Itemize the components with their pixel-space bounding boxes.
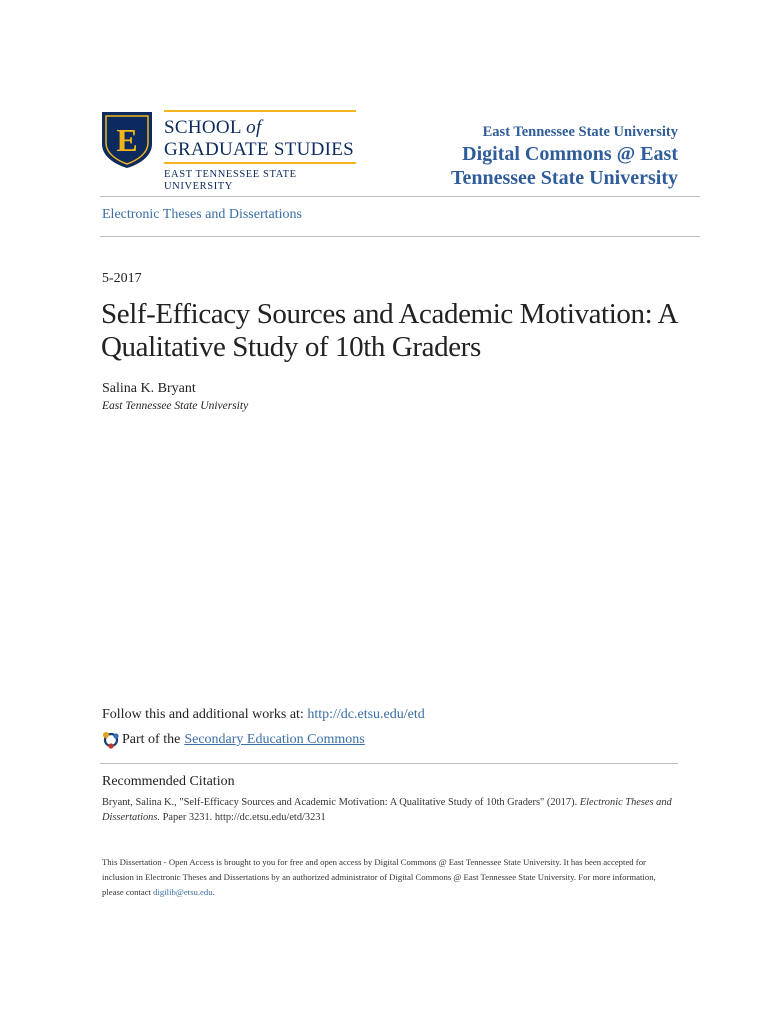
- logo-rule-top: [164, 110, 356, 112]
- part-of-label: Part of the: [122, 732, 181, 747]
- commons-link[interactable]: Secondary Education Commons: [184, 732, 365, 747]
- part-of-line: [102, 731, 365, 749]
- repository-name-line1: Digital Commons @ East: [462, 143, 678, 165]
- graduate-school-logo: [100, 110, 356, 192]
- publication-date: 5-2017: [102, 271, 142, 286]
- repository-header[interactable]: [451, 123, 678, 189]
- divider-top: [100, 196, 700, 197]
- repository-institution: East Tennessee State University: [482, 124, 678, 140]
- logo-rule-bottom: [164, 162, 356, 164]
- repository-name-line2: Tennessee State University: [450, 167, 678, 189]
- follow-label: Follow this and additional works at:: [102, 707, 308, 722]
- logo-line-graduate: GRADUATE STUDIES: [164, 139, 355, 160]
- shield-letter: E: [116, 122, 138, 158]
- follow-url-link[interactable]: http://dc.etsu.edu/etd: [307, 707, 425, 722]
- access-notice: This Dissertation - Open Access is brought to you for free and open access by Digital Commons @ East Tennessee State University. It has been accepted for inclusion in Electronic Theses and Dissertations by an authorized administrator of Digital Commons @ East Tennessee State University. For more information, please contact digilib@etsu.edu.: [102, 857, 656, 897]
- citation-text: Bryant, Salina K., "Self-Efficacy Sources and Academic Motivation: A Qualitative Study of 10th Graders" (2017). Electronic Theses and Dissertations. Paper 3231. http://dc.etsu.edu/etd/3231: [102, 797, 672, 823]
- divider-series: [100, 236, 700, 237]
- logo-line-university: EAST TENNESSEE STATE UNIVERSITY: [164, 169, 297, 192]
- network-icon: [102, 731, 120, 749]
- author-name: Salina K. Bryant: [102, 381, 196, 396]
- etsu-shield-icon: [100, 110, 154, 170]
- follow-line: [102, 707, 425, 723]
- citation-heading: Recommended Citation: [102, 774, 235, 789]
- document-title: Self-Efficacy Sources and Academic Motivation: A Qualitative Study of 10th Graders: [101, 298, 677, 363]
- divider-citation: [100, 763, 678, 764]
- contact-email-link[interactable]: digilib@etsu.edu: [153, 887, 213, 897]
- logo-line-school: SCHOOL of: [164, 117, 262, 138]
- author-affiliation: East Tennessee State University: [102, 400, 249, 412]
- logo-wordmark: [164, 110, 356, 193]
- series-link[interactable]: Electronic Theses and Dissertations: [102, 207, 302, 222]
